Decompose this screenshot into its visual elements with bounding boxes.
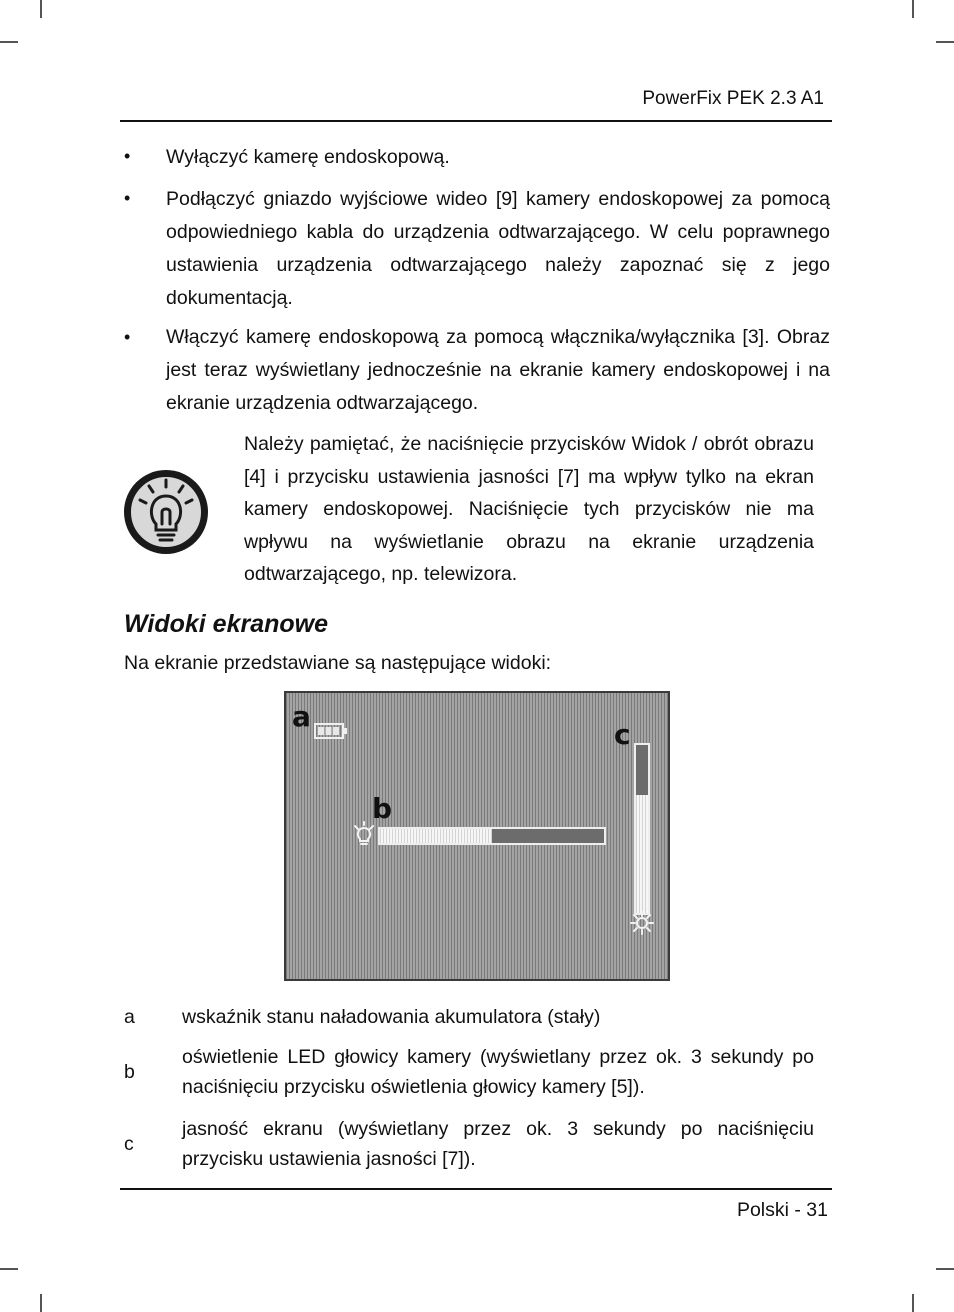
screen-label-b: b (372, 792, 393, 825)
bullet-marker: • (124, 188, 131, 208)
bullet-text: Podłączyć gniazdo wyjściowe wideo [9] kamery endoskopowej za pomocą odpowiedniego kabla do urządzenia odtwarzającego. W celu poprawnego ustawienia urządzenia odtwarzającego należy zapoznać się z jego dokumentacją. (166, 188, 830, 309)
legend-key-b: b (124, 1061, 135, 1083)
note-text: Należy pamiętać, że naciśnięcie przycisków Widok / obrót obrazu [4] i przycisku ustawienia jasności [7] ma wpływ tylko na ekran kamery endoskopowej. Naciśnięcie tych przycisków nie ma wpływu na wyświetlanie obrazu na ekranie urządzenia odtwarzającego, np. telewizora. (244, 433, 814, 585)
lightbulb-icon (122, 468, 210, 556)
crop-mark (912, 0, 914, 18)
legend-key-c: c (124, 1133, 134, 1155)
crop-mark (40, 0, 42, 18)
battery-icon (314, 723, 348, 739)
legend-text-b: oświetlenie LED głowicy kamery (wyświetlany przez ok. 3 sekundy po naciśnięciu przycisku oświetlenia głowicy kamery [5]). (182, 1046, 814, 1098)
crop-mark (936, 1268, 954, 1270)
section-title: Widoki ekranowe (124, 610, 328, 638)
bullet-text: Wyłączyć kamerę endoskopową. (166, 146, 450, 168)
page-number: Polski - 31 (736, 1199, 828, 1221)
screen-label-c: c (614, 718, 631, 751)
crop-mark (912, 1294, 914, 1312)
header-title: PowerFix PEK 2.3 A1 (642, 88, 824, 109)
bullet-marker: • (124, 146, 131, 166)
crop-mark (936, 41, 954, 43)
screen-label-a: a (292, 700, 311, 733)
led-level-bar (378, 827, 606, 845)
brightness-level-fill (636, 795, 648, 913)
led-bulb-icon (352, 821, 376, 847)
section-intro: Na ekranie przedstawiane są następujące widoki: (124, 652, 552, 674)
crop-mark (0, 1268, 18, 1270)
led-level-fill (380, 829, 492, 843)
brightness-sun-icon (630, 911, 654, 935)
legend-text-c: jasność ekranu (wyświetlany przez ok. 3 sekundy po naciśnięciu przycisku ustawienia jasności [7]). (182, 1118, 814, 1170)
legend-key-a: a (124, 1006, 135, 1028)
crop-mark (0, 41, 18, 43)
brightness-level-bar (634, 743, 650, 915)
legend-text-a: wskaźnik stanu naładowania akumulatora (stały) (182, 1006, 601, 1028)
crop-mark (40, 1294, 42, 1312)
bullet-text: Włączyć kamerę endoskopową za pomocą włącznika/wyłącznika [3]. Obraz jest teraz wyświetlany jednocześnie na ekranie kamery endoskopowej i na ekranie urządzenia odtwarzającego. (166, 326, 830, 414)
footer-rule (120, 1188, 832, 1190)
bullet-marker: • (124, 327, 131, 347)
screen-illustration (284, 691, 670, 981)
header-rule (120, 120, 832, 122)
